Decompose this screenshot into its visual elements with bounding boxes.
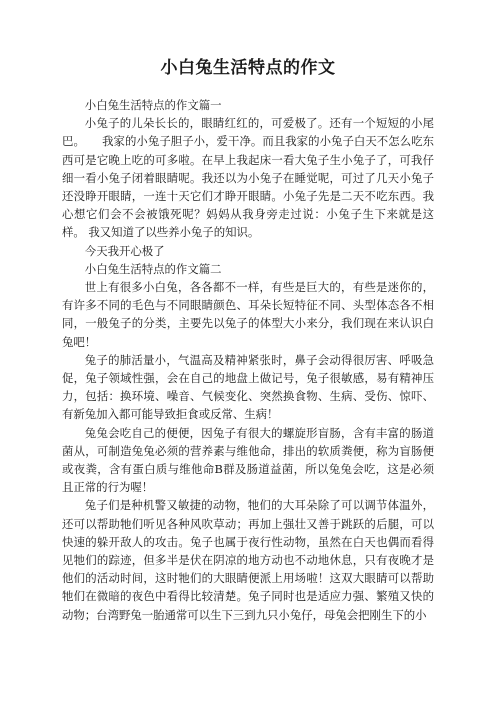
paragraph-6: 兔子们是种机警又敏捷的动物，牠们的大耳朵除了可以调节体温外，还可以帮助牠们听见各种风吹草动；再加上强壮又善于跳跃的后腿，可以快速的躲开敌人的攻击。兔子也属于夜行性动物，虽然在白天也偶而看得见牠们的踪迹，但多半是伏在阴凉的地方动也不动地休息，只有夜晚才是他们的活动时间，这时牠们的大眼睛便派上用场啦！这双大眼睛可以帮助牠们在微暗的夜色中看得比较清楚。兔子同时也是适应力强、繁殖又快的动物；台湾野兔一胎通常可以生下三到九只小兔仔，母兔会把刚生下的小 [62,498,434,622]
section-heading-1: 小白兔生活特点的作文篇一 [84,98,222,112]
document-title: 小白兔生活特点的作文 [160,58,336,78]
paragraph-4: 兔子的肺活量小，气温高及精神紧张时，鼻子会动得很厉害、呼吸急促，兔子领域性强，会在自己的地盘上做记号，兔子很敏感，易有精神压力，包括：换环境、噪音、气候变化、突然换食物、生病、受伤、惊吓、有新兔加入都可能导致拒食或反常、生病！ [62,352,434,422]
document-body [62,96,434,624]
paragraph-2: 今天我开心极了 [84,243,165,258]
paragraph-1: 小兔子的儿朵长长的，眼睛红红的，可爱极了。还有一个短短的小尾巴。 我家的小兔子胆子小，爱干净。而且我家的小兔子白天不怎么吃东西可是它晚上吃的可多啦。在早上我起床一看大兔子生小兔子了，可我仔细一看小兔子闭着眼睛呢。我还以为小兔子在睡觉呢，可过了几天小兔子还没睁开眼睛，一连十天它们才睁开眼睛。小兔子先是二天不吃东西。我心想它们会不会被饿死呢？妈妈从我身旁走过说：小兔子生下来就是这样。 我又知道了以些养小兔子的知识。 [62,116,434,240]
paragraph-5: 兔兔会吃自己的便便，因兔子有很大的螺旋形盲肠，含有丰富的肠道菌从，可制造兔兔必须的营养素与维他命，排出的软质粪便，称为盲肠便或夜粪，含有蛋白质与维他命B群及肠道益菌，所以兔兔会吃，这是必须且正常的行为喔！ [62,425,434,495]
section-heading-2: 小白兔生活特点的作文篇二 [84,261,222,276]
paragraph-3: 世上有很多小白兔，各各都不一样，有些是巨大的，有些是迷你的，有许多不同的毛色与不同眼睛颜色、耳朵长短特征不同、头型体态各不相同，一般兔子的分类，主要先以兔子的体型大小来分，我们现在来认识白兔吧！ [62,280,434,349]
